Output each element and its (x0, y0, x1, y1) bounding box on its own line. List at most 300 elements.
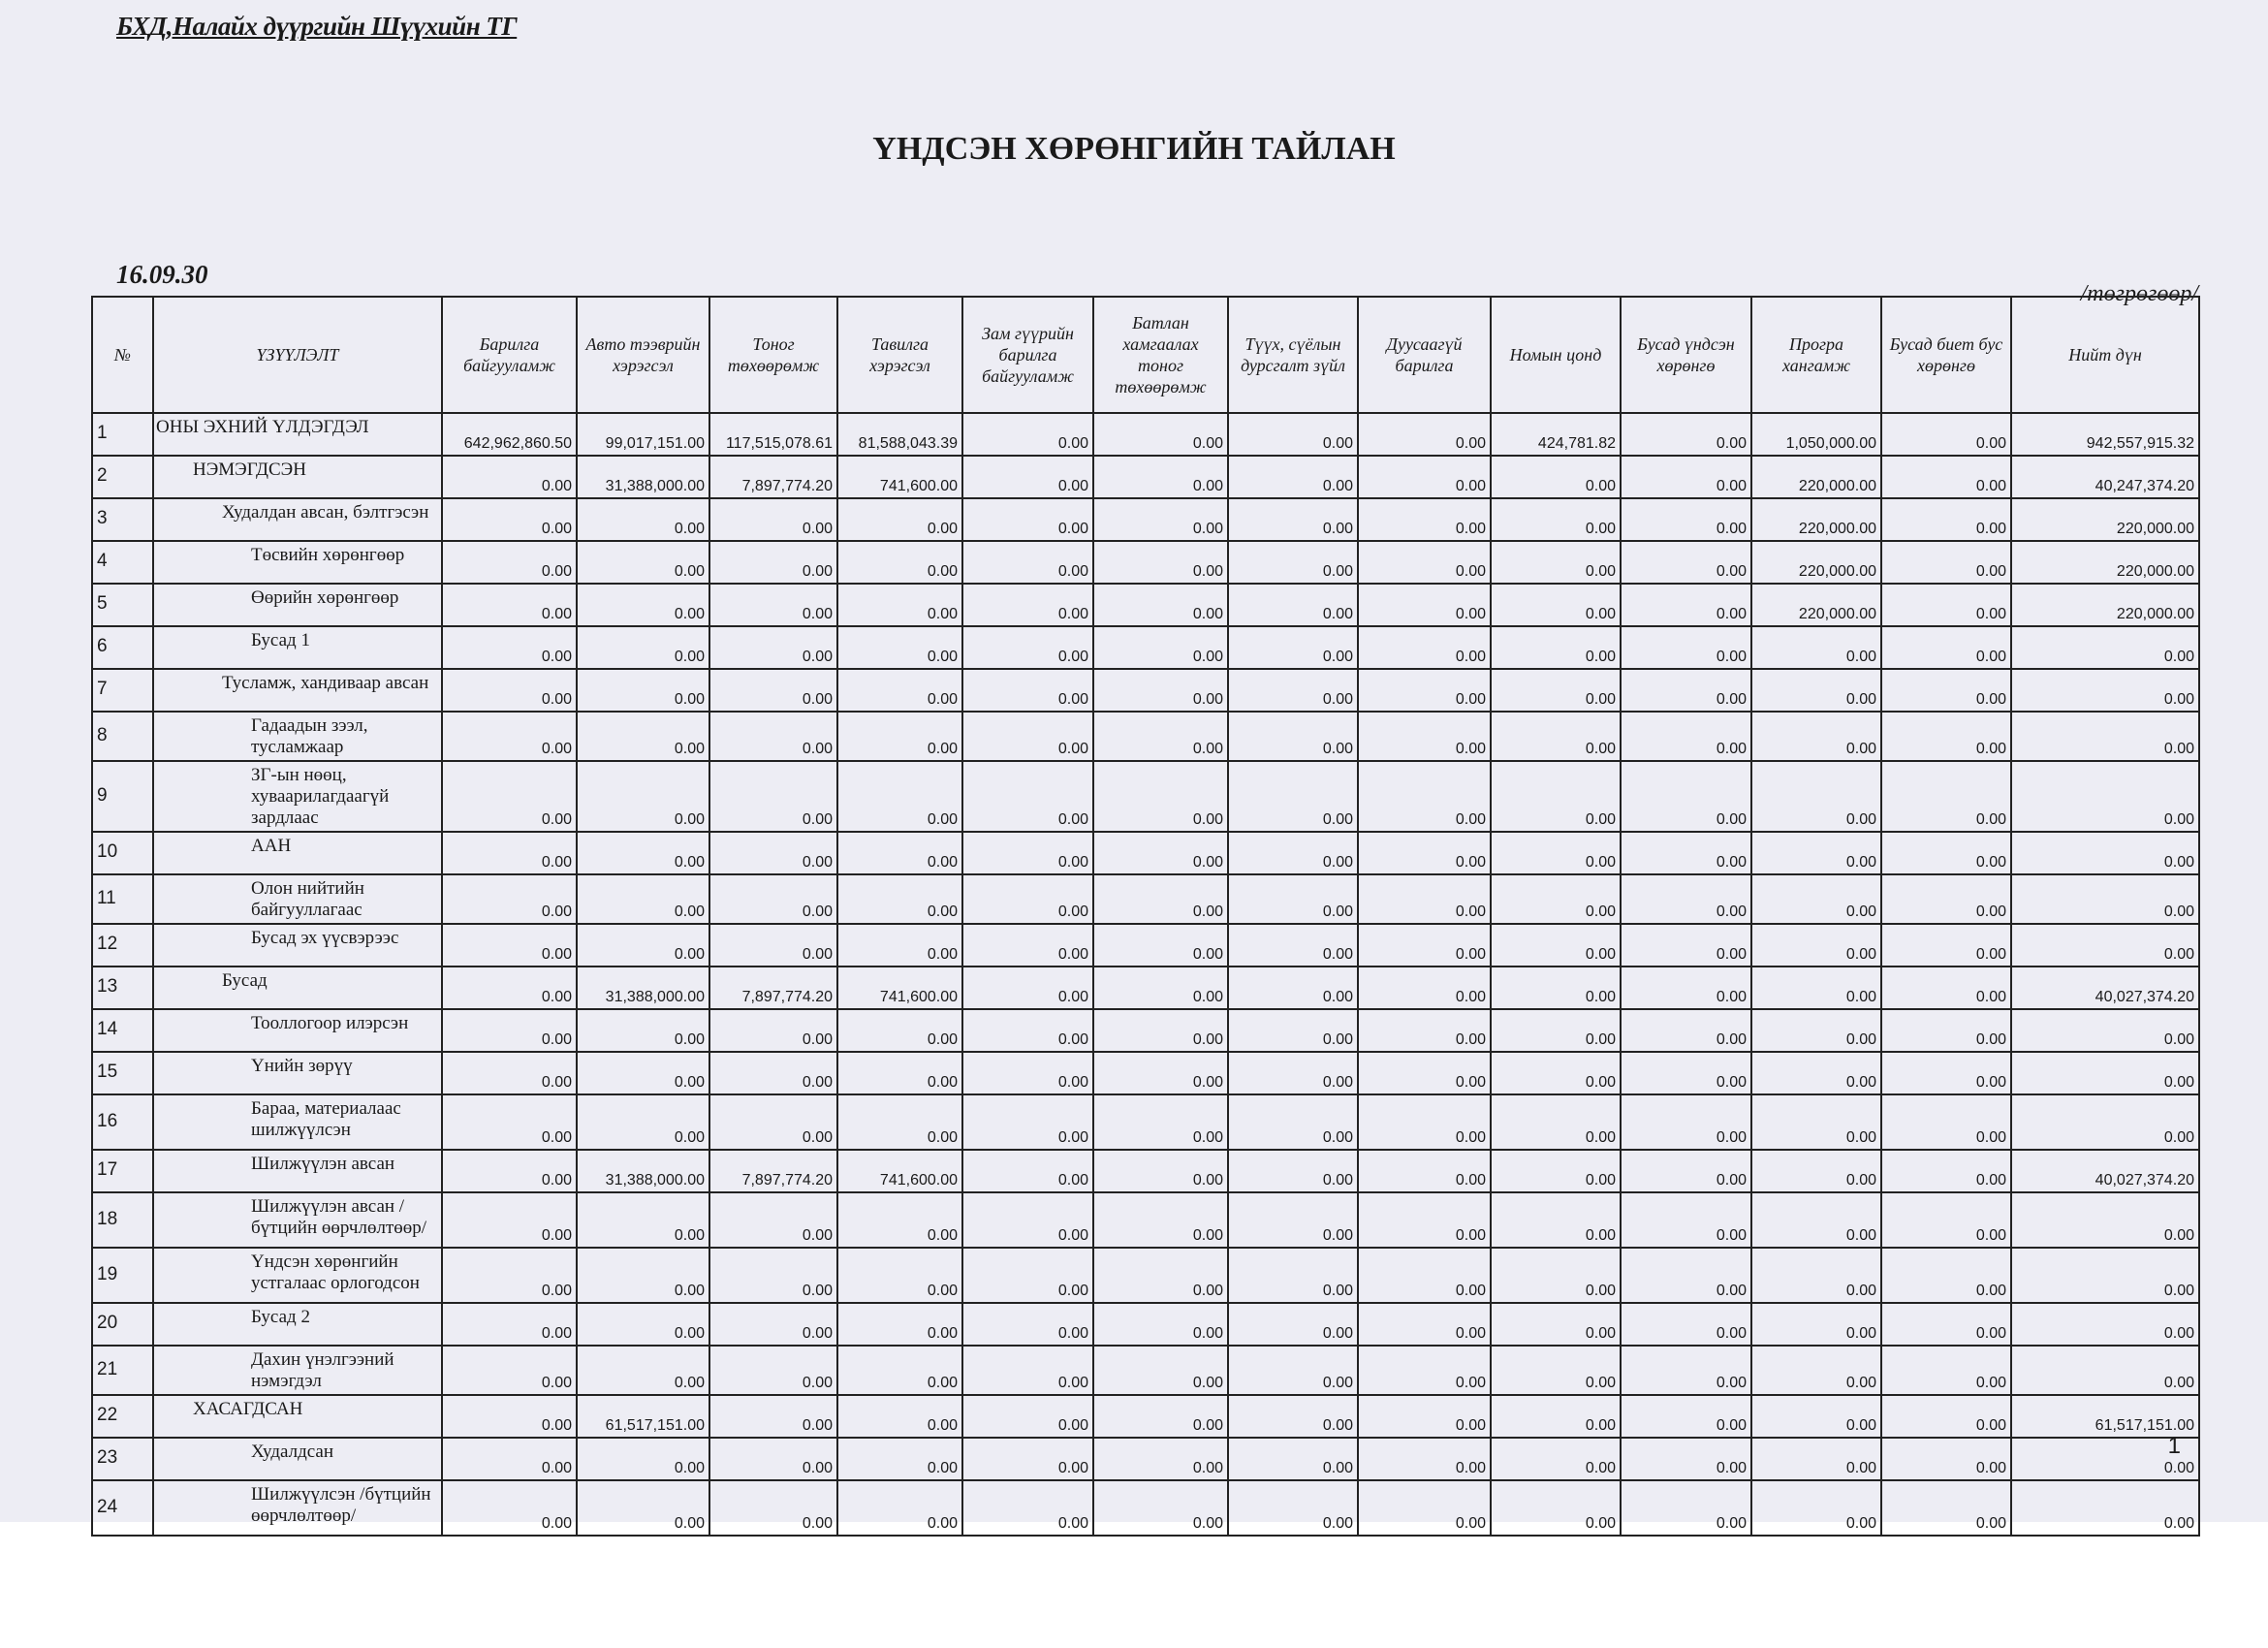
value-cell: 0.00 (442, 967, 577, 1009)
value-cell: 220,000.00 (1751, 456, 1881, 498)
value-cell: 0.00 (577, 1248, 709, 1303)
value-cell: 0.00 (442, 626, 577, 669)
value-cell: 0.00 (837, 874, 962, 924)
row-number: 23 (92, 1438, 153, 1480)
fixed-assets-table (91, 296, 2200, 1537)
table-row (92, 712, 2199, 761)
value-cell: 220,000.00 (2011, 584, 2199, 626)
value-cell: 0.00 (1881, 584, 2011, 626)
value-cell: 0.00 (577, 1192, 709, 1248)
value-cell: 99,017,151.00 (577, 413, 709, 456)
value-cell: 0.00 (442, 541, 577, 584)
value-cell: 0.00 (2011, 1192, 2199, 1248)
value-cell: 0.00 (1358, 967, 1491, 1009)
value-cell: 0.00 (1358, 584, 1491, 626)
value-cell: 0.00 (1358, 712, 1491, 761)
value-cell: 0.00 (1881, 924, 2011, 967)
value-cell: 0.00 (837, 1480, 962, 1536)
value-cell: 0.00 (1751, 1192, 1881, 1248)
value-cell: 0.00 (837, 761, 962, 832)
value-cell: 0.00 (577, 498, 709, 541)
value-cell: 0.00 (1491, 498, 1621, 541)
value-cell: 0.00 (837, 712, 962, 761)
row-number: 21 (92, 1346, 153, 1395)
value-cell: 0.00 (1358, 1150, 1491, 1192)
value-cell: 0.00 (1621, 669, 1751, 712)
value-cell: 0.00 (1093, 874, 1228, 924)
value-cell: 0.00 (1491, 1094, 1621, 1150)
value-cell: 0.00 (1881, 1480, 2011, 1536)
value-cell: 0.00 (1621, 1480, 1751, 1536)
value-cell: 0.00 (1751, 832, 1881, 874)
row-number: 4 (92, 541, 153, 584)
table-row (92, 1150, 2199, 1192)
value-cell: 0.00 (2011, 1303, 2199, 1346)
value-cell: 0.00 (1228, 1192, 1358, 1248)
row-number: 19 (92, 1248, 153, 1303)
value-cell: 0.00 (709, 1480, 837, 1536)
value-cell: 0.00 (1358, 1346, 1491, 1395)
value-cell: 0.00 (837, 669, 962, 712)
value-cell: 0.00 (962, 1438, 1093, 1480)
page-number: 1 (2167, 1433, 2181, 1459)
column-header: № (92, 297, 153, 413)
value-cell: 0.00 (1491, 1303, 1621, 1346)
row-number: 16 (92, 1094, 153, 1150)
value-cell: 0.00 (442, 1150, 577, 1192)
value-cell: 0.00 (1491, 967, 1621, 1009)
value-cell: 0.00 (1621, 498, 1751, 541)
table-row (92, 626, 2199, 669)
value-cell: 220,000.00 (1751, 541, 1881, 584)
value-cell: 0.00 (1228, 1438, 1358, 1480)
row-number: 5 (92, 584, 153, 626)
table-row (92, 874, 2199, 924)
value-cell: 0.00 (1751, 924, 1881, 967)
row-label: Бусад (153, 967, 442, 1009)
value-cell: 0.00 (442, 1094, 577, 1150)
value-cell: 0.00 (1228, 584, 1358, 626)
value-cell: 0.00 (577, 1052, 709, 1094)
value-cell: 0.00 (1491, 669, 1621, 712)
row-number: 15 (92, 1052, 153, 1094)
value-cell: 0.00 (1491, 1052, 1621, 1094)
value-cell: 0.00 (1621, 1094, 1751, 1150)
value-cell: 0.00 (2011, 924, 2199, 967)
value-cell: 0.00 (1751, 1009, 1881, 1052)
column-header: Програ хангамж (1751, 297, 1881, 413)
value-cell: 0.00 (1881, 498, 2011, 541)
value-cell: 0.00 (1881, 874, 2011, 924)
value-cell: 40,027,374.20 (2011, 1150, 2199, 1192)
value-cell: 0.00 (1358, 874, 1491, 924)
row-number: 6 (92, 626, 153, 669)
value-cell: 0.00 (709, 1052, 837, 1094)
value-cell: 0.00 (709, 874, 837, 924)
value-cell: 0.00 (1881, 626, 2011, 669)
row-number: 18 (92, 1192, 153, 1248)
value-cell: 0.00 (1228, 1480, 1358, 1536)
value-cell: 0.00 (1358, 413, 1491, 456)
value-cell: 0.00 (709, 1303, 837, 1346)
value-cell: 0.00 (837, 1192, 962, 1248)
value-cell: 0.00 (1093, 967, 1228, 1009)
value-cell: 1,050,000.00 (1751, 413, 1881, 456)
value-cell: 0.00 (1228, 967, 1358, 1009)
value-cell: 40,247,374.20 (2011, 456, 2199, 498)
value-cell: 0.00 (837, 1303, 962, 1346)
value-cell: 0.00 (1751, 669, 1881, 712)
value-cell: 0.00 (1621, 1346, 1751, 1395)
value-cell: 0.00 (837, 541, 962, 584)
row-label: Үнийн зөрүү (153, 1052, 442, 1094)
value-cell: 0.00 (1093, 1480, 1228, 1536)
row-number: 24 (92, 1480, 153, 1536)
value-cell: 0.00 (442, 1480, 577, 1536)
value-cell: 0.00 (1621, 761, 1751, 832)
row-number: 20 (92, 1303, 153, 1346)
value-cell: 0.00 (1881, 1395, 2011, 1438)
value-cell: 0.00 (1358, 626, 1491, 669)
value-cell: 0.00 (1093, 669, 1228, 712)
value-cell: 0.00 (1881, 413, 2011, 456)
value-cell: 0.00 (1881, 832, 2011, 874)
value-cell: 0.00 (442, 1052, 577, 1094)
value-cell: 0.00 (962, 1480, 1093, 1536)
value-cell: 0.00 (1358, 669, 1491, 712)
value-cell: 0.00 (837, 1248, 962, 1303)
value-cell: 0.00 (1358, 1052, 1491, 1094)
value-cell: 0.00 (1228, 626, 1358, 669)
value-cell: 0.00 (1093, 712, 1228, 761)
value-cell: 0.00 (442, 1395, 577, 1438)
value-cell: 0.00 (1881, 541, 2011, 584)
value-cell: 0.00 (837, 1346, 962, 1395)
value-cell: 0.00 (442, 1009, 577, 1052)
row-label: Тусламж, хандиваар авсан (153, 669, 442, 712)
value-cell: 0.00 (837, 498, 962, 541)
value-cell: 0.00 (442, 456, 577, 498)
value-cell: 0.00 (1228, 1009, 1358, 1052)
value-cell: 0.00 (1358, 1192, 1491, 1248)
value-cell: 7,897,774.20 (709, 456, 837, 498)
value-cell: 0.00 (442, 712, 577, 761)
value-cell: 0.00 (1881, 1248, 2011, 1303)
column-header: Нийт дүн (2011, 297, 2199, 413)
value-cell: 942,557,915.32 (2011, 413, 2199, 456)
value-cell: 0.00 (1228, 1150, 1358, 1192)
value-cell: 0.00 (837, 584, 962, 626)
value-cell: 0.00 (1881, 1094, 2011, 1150)
value-cell: 0.00 (1881, 669, 2011, 712)
value-cell: 0.00 (2011, 874, 2199, 924)
value-cell: 61,517,151.00 (577, 1395, 709, 1438)
value-cell: 0.00 (1881, 761, 2011, 832)
report-title: ҮНДСЭН ХӨРӨНГИЙН ТАЙЛАН (872, 131, 1396, 167)
table-header-row (92, 297, 2199, 413)
value-cell: 0.00 (837, 1438, 962, 1480)
value-cell: 0.00 (442, 832, 577, 874)
row-label: Тооллогоор илэрсэн (153, 1009, 442, 1052)
value-cell: 0.00 (442, 1303, 577, 1346)
value-cell: 0.00 (1228, 1303, 1358, 1346)
value-cell: 0.00 (1491, 1480, 1621, 1536)
value-cell: 0.00 (1751, 874, 1881, 924)
value-cell: 0.00 (1228, 1395, 1358, 1438)
value-cell: 0.00 (962, 626, 1093, 669)
row-label: Худалдсан (153, 1438, 442, 1480)
value-cell: 0.00 (709, 626, 837, 669)
value-cell: 0.00 (1358, 761, 1491, 832)
value-cell: 0.00 (1491, 626, 1621, 669)
value-cell: 0.00 (1491, 456, 1621, 498)
value-cell: 0.00 (837, 1052, 962, 1094)
table-row (92, 1303, 2199, 1346)
value-cell: 0.00 (962, 498, 1093, 541)
column-header: Тавилга хэрэгсэл (837, 297, 962, 413)
value-cell: 0.00 (1358, 1395, 1491, 1438)
value-cell: 0.00 (1491, 584, 1621, 626)
value-cell: 0.00 (442, 924, 577, 967)
row-label: ААН (153, 832, 442, 874)
value-cell: 0.00 (962, 874, 1093, 924)
table-row (92, 1346, 2199, 1395)
table-row (92, 1480, 2199, 1536)
value-cell: 0.00 (962, 1150, 1093, 1192)
value-cell: 0.00 (2011, 1480, 2199, 1536)
value-cell: 0.00 (1093, 541, 1228, 584)
value-cell: 0.00 (962, 712, 1093, 761)
value-cell: 0.00 (442, 498, 577, 541)
value-cell: 0.00 (1093, 924, 1228, 967)
table-row (92, 1438, 2199, 1480)
value-cell: 31,388,000.00 (577, 967, 709, 1009)
value-cell: 0.00 (1751, 761, 1881, 832)
column-header: Тоног төхөөрөмж (709, 297, 837, 413)
value-cell: 0.00 (1621, 541, 1751, 584)
value-cell: 0.00 (962, 413, 1093, 456)
value-cell: 117,515,078.61 (709, 413, 837, 456)
value-cell: 0.00 (1358, 1009, 1491, 1052)
value-cell: 0.00 (962, 1009, 1093, 1052)
value-cell: 0.00 (1228, 456, 1358, 498)
value-cell: 0.00 (709, 1346, 837, 1395)
value-cell: 0.00 (1491, 832, 1621, 874)
value-cell: 0.00 (2011, 1094, 2199, 1150)
row-label: Бараа, материалаас шилжүүлсэн (153, 1094, 442, 1150)
table-row (92, 413, 2199, 456)
column-header: Номын цонд (1491, 297, 1621, 413)
value-cell: 0.00 (442, 761, 577, 832)
value-cell: 0.00 (1093, 1192, 1228, 1248)
table-row (92, 1009, 2199, 1052)
row-label: ОНЫ ЭХНИЙ ҮЛДЭГДЭЛ (153, 413, 442, 456)
value-cell: 0.00 (1093, 1009, 1228, 1052)
value-cell: 0.00 (1228, 832, 1358, 874)
value-cell: 0.00 (1228, 541, 1358, 584)
value-cell: 0.00 (1358, 1438, 1491, 1480)
value-cell: 741,600.00 (837, 967, 962, 1009)
value-cell: 0.00 (577, 1346, 709, 1395)
table-row (92, 1192, 2199, 1248)
value-cell: 0.00 (1621, 1192, 1751, 1248)
value-cell: 0.00 (577, 1009, 709, 1052)
row-label: Шилжүүлэн авсан (153, 1150, 442, 1192)
row-number: 12 (92, 924, 153, 967)
value-cell: 0.00 (2011, 1009, 2199, 1052)
value-cell: 0.00 (1228, 712, 1358, 761)
value-cell: 0.00 (1881, 1009, 2011, 1052)
value-cell: 0.00 (837, 1395, 962, 1438)
value-cell: 0.00 (1751, 1094, 1881, 1150)
value-cell: 220,000.00 (2011, 498, 2199, 541)
value-cell: 0.00 (1228, 1094, 1358, 1150)
value-cell: 40,027,374.20 (2011, 967, 2199, 1009)
row-label: Дахин үнэлгээний нэмэгдэл (153, 1346, 442, 1395)
value-cell: 0.00 (2011, 712, 2199, 761)
currency-unit: /төгрөгөөр/ (2080, 281, 2198, 306)
value-cell: 0.00 (1093, 1248, 1228, 1303)
value-cell: 0.00 (1751, 1303, 1881, 1346)
value-cell: 0.00 (1228, 924, 1358, 967)
value-cell: 0.00 (2011, 1438, 2199, 1480)
column-header: Дуусаагүй барилга (1358, 297, 1491, 413)
table-row (92, 967, 2199, 1009)
value-cell: 0.00 (577, 874, 709, 924)
value-cell: 0.00 (1881, 1346, 2011, 1395)
value-cell: 0.00 (962, 541, 1093, 584)
value-cell: 0.00 (1621, 832, 1751, 874)
row-number: 2 (92, 456, 153, 498)
table-row (92, 584, 2199, 626)
value-cell: 0.00 (577, 712, 709, 761)
value-cell: 0.00 (1491, 1346, 1621, 1395)
value-cell: 0.00 (442, 1192, 577, 1248)
value-cell: 0.00 (1358, 1248, 1491, 1303)
value-cell: 81,588,043.39 (837, 413, 962, 456)
table-row (92, 498, 2199, 541)
value-cell: 0.00 (962, 967, 1093, 1009)
value-cell: 0.00 (1093, 1438, 1228, 1480)
value-cell: 0.00 (1621, 924, 1751, 967)
value-cell: 0.00 (1491, 1009, 1621, 1052)
row-label: НЭМЭГДСЭН (153, 456, 442, 498)
column-header: Батлан хамгаалах тоног төхөөрөмж (1093, 297, 1228, 413)
value-cell: 0.00 (577, 669, 709, 712)
value-cell: 0.00 (1621, 1303, 1751, 1346)
value-cell: 0.00 (1093, 1094, 1228, 1150)
value-cell: 0.00 (2011, 832, 2199, 874)
row-label: Олон нийтийн байгууллагаас (153, 874, 442, 924)
value-cell: 0.00 (1621, 1009, 1751, 1052)
value-cell: 0.00 (837, 924, 962, 967)
value-cell: 0.00 (1751, 1480, 1881, 1536)
table-row (92, 1395, 2199, 1438)
value-cell: 0.00 (1621, 1150, 1751, 1192)
value-cell: 0.00 (709, 1438, 837, 1480)
value-cell: 0.00 (1621, 413, 1751, 456)
value-cell: 0.00 (1881, 1438, 2011, 1480)
table-row (92, 1094, 2199, 1150)
value-cell: 0.00 (1621, 584, 1751, 626)
value-cell: 0.00 (709, 498, 837, 541)
row-label: ХАСАГДСАН (153, 1395, 442, 1438)
value-cell: 0.00 (1751, 1346, 1881, 1395)
value-cell: 0.00 (837, 1094, 962, 1150)
value-cell: 0.00 (1491, 874, 1621, 924)
value-cell: 0.00 (577, 761, 709, 832)
value-cell: 0.00 (1621, 1438, 1751, 1480)
value-cell: 0.00 (1228, 669, 1358, 712)
value-cell: 0.00 (962, 1346, 1093, 1395)
value-cell: 0.00 (1093, 1303, 1228, 1346)
value-cell: 0.00 (442, 584, 577, 626)
value-cell: 0.00 (1228, 1346, 1358, 1395)
value-cell: 0.00 (962, 924, 1093, 967)
value-cell: 0.00 (577, 832, 709, 874)
value-cell: 0.00 (577, 541, 709, 584)
value-cell: 0.00 (962, 832, 1093, 874)
row-number: 17 (92, 1150, 153, 1192)
value-cell: 0.00 (709, 1094, 837, 1150)
value-cell: 0.00 (1751, 1052, 1881, 1094)
row-label: Бусад 1 (153, 626, 442, 669)
row-number: 22 (92, 1395, 153, 1438)
value-cell: 0.00 (1093, 761, 1228, 832)
row-label: Шилжүүлэн авсан /бүтцийн өөрчлөлтөөр/ (153, 1192, 442, 1248)
value-cell: 0.00 (442, 874, 577, 924)
column-header: Авто тээврийн хэрэгсэл (577, 297, 709, 413)
value-cell: 0.00 (1491, 712, 1621, 761)
value-cell: 0.00 (709, 712, 837, 761)
value-cell: 0.00 (1093, 413, 1228, 456)
value-cell: 0.00 (709, 1395, 837, 1438)
value-cell: 0.00 (962, 456, 1093, 498)
value-cell: 741,600.00 (837, 1150, 962, 1192)
value-cell: 0.00 (1621, 967, 1751, 1009)
value-cell: 7,897,774.20 (709, 1150, 837, 1192)
value-cell: 0.00 (709, 584, 837, 626)
value-cell: 0.00 (577, 924, 709, 967)
row-label: Худалдан авсан, бэлтгэсэн (153, 498, 442, 541)
value-cell: 0.00 (1093, 1395, 1228, 1438)
value-cell: 0.00 (1358, 1480, 1491, 1536)
row-number: 13 (92, 967, 153, 1009)
value-cell: 0.00 (962, 669, 1093, 712)
value-cell: 0.00 (1621, 1052, 1751, 1094)
value-cell: 0.00 (1358, 832, 1491, 874)
value-cell: 31,388,000.00 (577, 456, 709, 498)
value-cell: 0.00 (1228, 1052, 1358, 1094)
value-cell: 0.00 (709, 1248, 837, 1303)
value-cell: 0.00 (442, 669, 577, 712)
value-cell: 0.00 (709, 1009, 837, 1052)
value-cell: 0.00 (577, 584, 709, 626)
value-cell: 0.00 (1093, 1052, 1228, 1094)
value-cell: 0.00 (962, 1395, 1093, 1438)
value-cell: 0.00 (2011, 1346, 2199, 1395)
value-cell: 0.00 (2011, 626, 2199, 669)
row-label: Төсвийн хөрөнгөөр (153, 541, 442, 584)
value-cell: 0.00 (962, 1303, 1093, 1346)
value-cell: 0.00 (1491, 1248, 1621, 1303)
value-cell: 0.00 (1228, 498, 1358, 541)
value-cell: 0.00 (442, 1346, 577, 1395)
value-cell: 0.00 (962, 1052, 1093, 1094)
value-cell: 0.00 (1491, 541, 1621, 584)
value-cell: 220,000.00 (2011, 541, 2199, 584)
value-cell: 0.00 (1491, 1192, 1621, 1248)
